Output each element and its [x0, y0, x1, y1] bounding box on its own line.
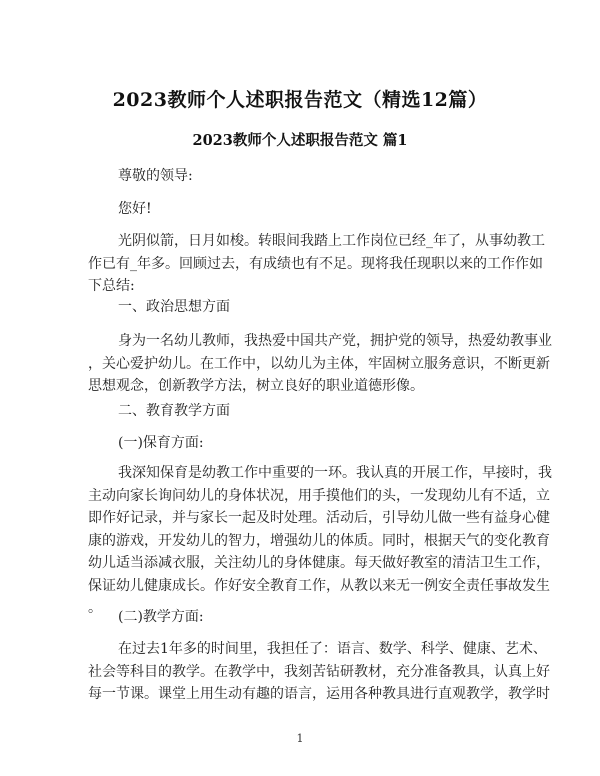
subsection2-line: 每一节课。课堂上用生动有趣的语言，运用各种教具进行直观教学，教学时: [88, 686, 550, 702]
intro-paragraph: [88, 230, 545, 298]
hello-line: 您好!: [118, 201, 152, 217]
subsection1-line: 。: [88, 600, 102, 616]
section2-heading: 二、教育教学方面: [118, 403, 230, 419]
section1-heading: 一、政治思想方面: [118, 299, 230, 315]
subsection2-line: 社会等科目的教学。在教学中，我刻苦钻研教材，充分准备教具，认真上好: [88, 663, 550, 680]
page-number: 1: [296, 732, 304, 745]
section-subtitle: 2023教师个人述职报告范文 篇1: [192, 132, 408, 149]
subsection1-line: 康的游戏，开发幼儿的智力，增强幼儿的体质。同时，根据天气的变化教育: [88, 532, 550, 549]
subsection1-line: 主动向家长询问幼儿的身体状况，用手摸他们的头，一发现幼儿有不适，立: [88, 487, 550, 504]
document-title: 2023教师个人述职报告范文（精选12篇）: [112, 89, 488, 111]
subsection1-line: 保证幼儿健康成长。作好安全教育工作，从教以来无一例安全责任事故发生: [88, 577, 550, 594]
section1-line: ，关心爱护幼儿。在工作中，以幼儿为主体，牢固树立服务意识，不断更新: [88, 355, 550, 372]
greeting: 尊敬的领导:: [118, 168, 193, 184]
subsection1-line: 幼儿适当添减衣服，关注幼儿的身体健康。每天做好教室的清洁卫生工作，: [88, 555, 550, 571]
subsection2-line: 在过去1年多的时间里，我担任了：语言、数学、科学、健康、艺术、: [118, 641, 547, 657]
subsection1-line: 我深知保育是幼教工作中重要的一环。我认真的开展工作，早接时，我: [118, 465, 552, 481]
section1-line: 思想观念，创新教学方法，树立良好的职业道德形像。: [88, 378, 424, 394]
subsection2-paragraph: [88, 638, 550, 706]
subsection2-heading: (二)教学方面:: [118, 609, 204, 625]
section1-paragraph: [88, 330, 552, 398]
subsection1-line: 即作好记录，并与家长一起及时处理。活动后，引导幼儿做一些有益身心健: [88, 510, 550, 526]
section1-line: 身为一名幼儿教师，我热爱中国共产党，拥护党的领导，热爱幼教事业: [118, 333, 552, 349]
intro-line: 作已有_年多。回顾过去，有成绩也有不足。现将我任现职以来的工作作如: [88, 255, 543, 272]
subsection1-paragraph: [88, 462, 552, 620]
intro-line: 光阴似箭，日月如梭。转眼间我踏上工作岗位已经_年了，从事幼教工: [118, 233, 545, 249]
subsection1-heading: (一)保育方面:: [118, 435, 204, 451]
intro-line: 下总结:: [88, 278, 135, 294]
